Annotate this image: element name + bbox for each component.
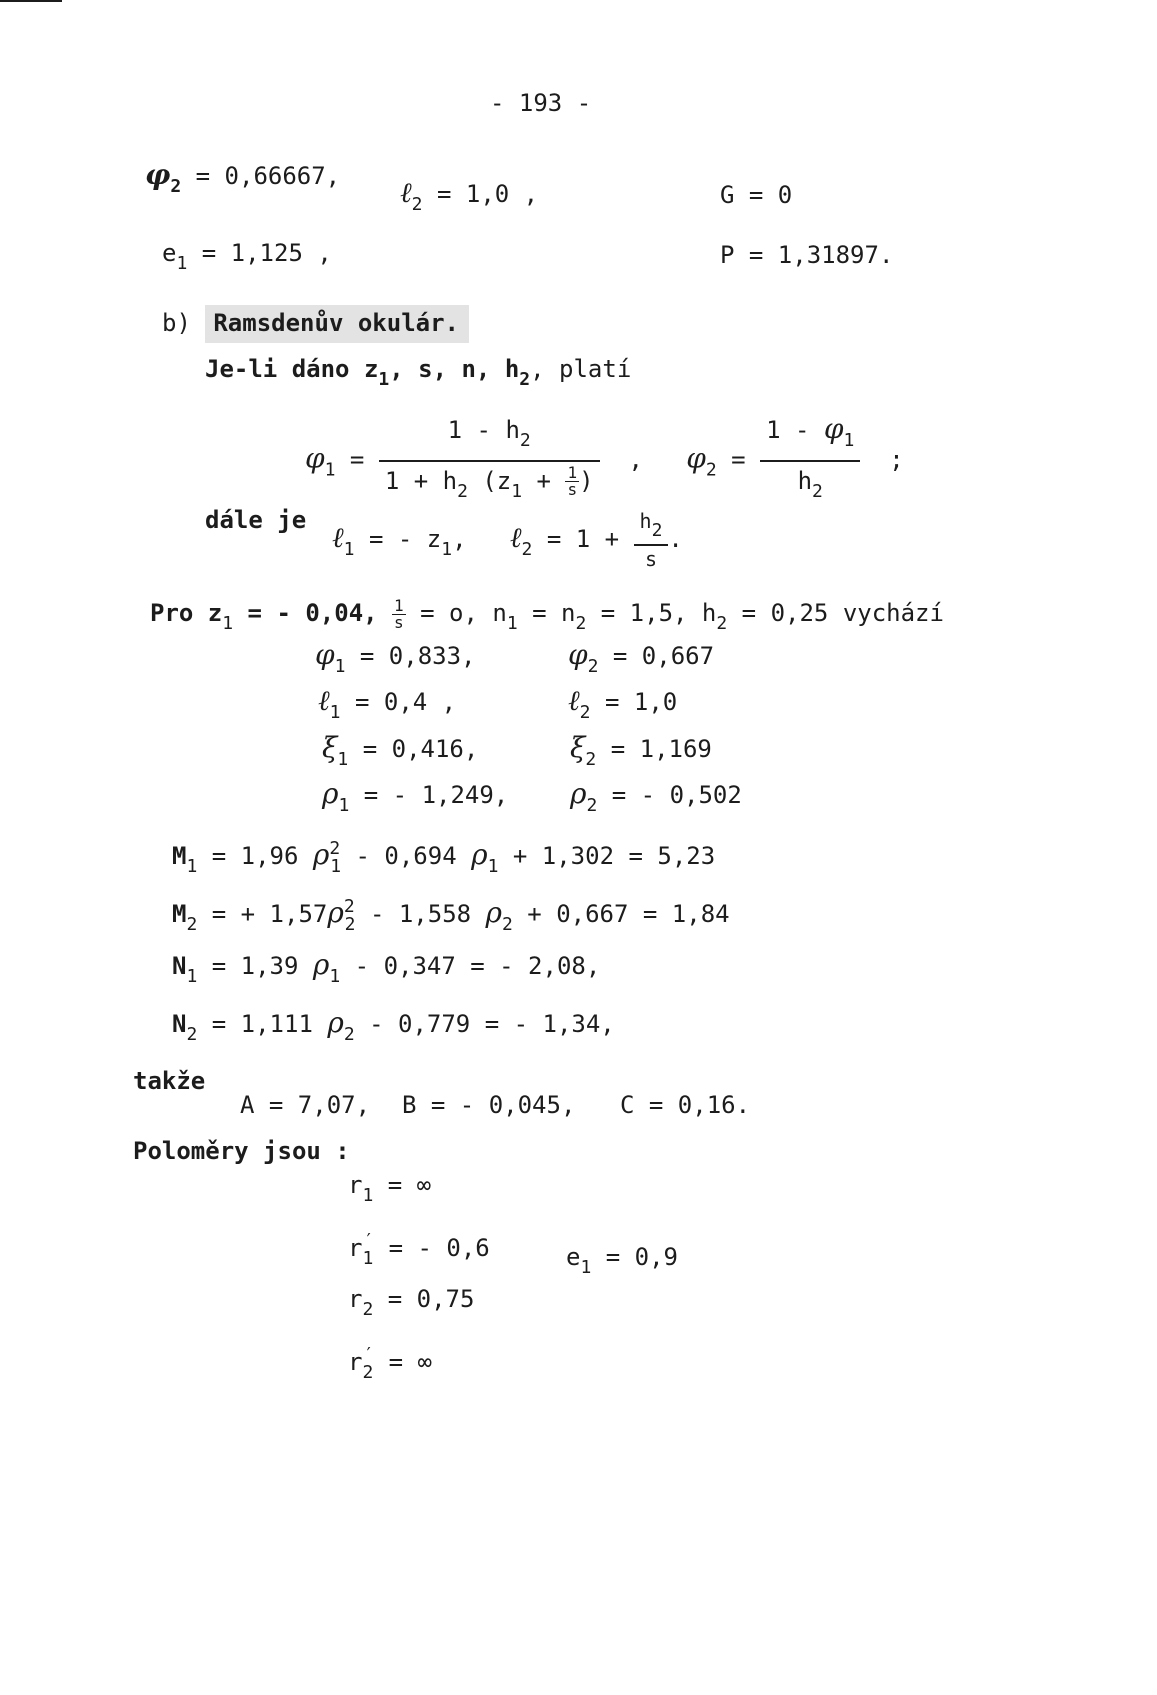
result-text: = 0,416, (362, 735, 479, 763)
one-over-s (565, 465, 579, 498)
subscript: 2 (502, 914, 513, 935)
phi2-text: = 0,66667, (195, 162, 341, 190)
equation-text: + 1,302 = 5,23 (498, 842, 716, 870)
radius-text: = 0,75 (387, 1285, 475, 1313)
given-text: = - 0,04, (233, 599, 393, 627)
denominator-text: + (522, 466, 566, 495)
intro-text: , platí (530, 355, 632, 383)
phi2-fraction (760, 412, 860, 509)
rho1-result (322, 779, 508, 821)
mini-den: s (567, 480, 578, 499)
subscript: 1 (441, 539, 453, 560)
subscript: 1 (843, 430, 855, 451)
xi2-result (570, 733, 712, 775)
phi2-value (145, 160, 340, 202)
m-symbol: M (172, 842, 187, 870)
rho-symbol: ρ (322, 777, 339, 810)
subscript: 1 (337, 749, 349, 770)
subscript: 2 (521, 539, 533, 560)
section-heading (162, 308, 469, 338)
intro-text: , s, n, h (389, 355, 520, 383)
phi-symbol: φ (315, 638, 335, 671)
subscript: 2 (812, 481, 823, 502)
subscript: 2 (457, 480, 468, 502)
fraction-numerator: h2 (634, 510, 669, 546)
corner-rule (0, 0, 62, 2)
subscript: 2 (344, 914, 356, 935)
superscript: 2 (343, 896, 355, 917)
e1-radius-value: $e_1 = 0,9$ (566, 1243, 678, 1278)
subscript: 1 (506, 613, 518, 634)
given-text: = o, n (405, 599, 507, 627)
phi-symbol: φ (686, 441, 706, 475)
fraction-numerator (379, 413, 600, 462)
equation-text: + 0,667 = 1,84 (512, 900, 730, 928)
ell-symbol: ℓ (332, 521, 344, 554)
subscript: 2 (585, 749, 597, 770)
result-text: = - 1,249, (363, 781, 509, 809)
e1-value: $e_1 = 1,125$ , (162, 239, 332, 274)
given-text: = 1,5, h (586, 599, 717, 627)
r1-value: $r_1$ = ∞ (348, 1171, 432, 1206)
n-symbol: N (172, 952, 187, 980)
rho-symbol: ρ (327, 1006, 344, 1039)
subscript: 1 (222, 613, 234, 634)
subscript: 1 (580, 1257, 592, 1278)
phi-symbol: φ (568, 638, 588, 671)
dale-je-label: dále je (205, 506, 307, 534)
denominator-text: h (797, 467, 813, 495)
subscript: 1 (330, 856, 342, 877)
numerator-text: 1 - h (447, 415, 520, 444)
subscript: 2 (575, 613, 587, 634)
ell-formula: ℓ$_1$ = - $z_1$, ℓ$_2$ = 1 + $\frac{h2}{s}$ . (332, 509, 683, 571)
equation-text: - 1,558 (355, 900, 486, 928)
xi-symbol: ξ (322, 731, 338, 764)
subscript: 2 (716, 613, 728, 634)
ell-symbol: ℓ (318, 684, 330, 717)
subscript: 2 (587, 656, 599, 677)
r2-value: $r_2 = 0,75$ (348, 1285, 475, 1320)
l2-text: = 1,0 , (436, 180, 539, 208)
b-value: B = - 0,045, (402, 1091, 576, 1119)
rho-symbol: ρ (312, 948, 330, 981)
l2-value (400, 178, 538, 220)
subscript: 1 (186, 856, 198, 877)
given-text: = 0,25 vychází (727, 599, 944, 627)
rho-symbol: ρ (485, 896, 503, 929)
equation-text: = 1,96 (211, 842, 313, 870)
subscript: 2 (579, 702, 591, 723)
prime-mark: ′ (363, 1230, 375, 1251)
phi-symbol: φ (305, 441, 325, 475)
intro-text: Je-li dáno z (205, 355, 379, 383)
m2-equation (172, 892, 730, 940)
n2-equation (172, 1008, 615, 1050)
prime-mark: ′ (363, 1344, 375, 1365)
given-text: = n (517, 599, 576, 627)
phi2-result (568, 640, 714, 682)
subscript: 2 (586, 795, 598, 816)
result-text: = 0,4 , (354, 688, 457, 716)
equation-text: = + 1,57 (211, 900, 328, 928)
a-value: A = 7,07, (240, 1091, 371, 1119)
equation-text: - 0,694 (341, 842, 472, 870)
subscript: 1 (362, 1248, 374, 1269)
subscript: 1 (343, 539, 355, 560)
result-text: = 1,169 (610, 735, 712, 763)
h2-over-s (634, 510, 669, 570)
subscript: 1 (338, 795, 350, 816)
rho-symbol: ρ (312, 838, 330, 871)
p-value: P = 1,31897. (720, 241, 894, 269)
rho-symbol: ρ (570, 777, 587, 810)
fraction-denominator: $1 + h_2$ ($z_1$ + $\frac{1}{s}$ ) (384, 463, 594, 502)
r1-prime-value: $r_1'$ = - 0,6 (348, 1230, 490, 1269)
subscript: 2 (362, 1362, 374, 1383)
subscript: 1 (324, 459, 336, 481)
equation-text: = 1,39 (211, 952, 313, 980)
result-text: = 0,667 (612, 642, 715, 670)
subscript: 1 (362, 1185, 374, 1206)
ell-symbol: ℓ (568, 684, 580, 717)
rho2-result (570, 779, 742, 821)
subscript: 2 (343, 1024, 355, 1045)
phi-formula: $\varphi_1$ = $1 - h_2$ $1 + h_2$ ($z_1$ + $\frac{1}{s}$ ) , $\varphi_2$ = $\frac{1 - \varphi_1}{h_2}$ ; (305, 412, 904, 509)
subscript: 1 (334, 656, 346, 677)
mini-num: 1 (567, 463, 578, 482)
subscript: 2 (186, 1024, 198, 1045)
subscript: 2 (651, 520, 663, 541)
subscript: 1 (487, 856, 499, 877)
fraction-numerator (760, 412, 860, 462)
ell-symbol: ℓ (509, 521, 522, 554)
subscript: 2 (186, 914, 198, 935)
fraction-denominator (760, 462, 860, 509)
numerator-text: 1 - (766, 416, 824, 444)
ell-symbol: ℓ (400, 176, 412, 209)
subscript: 1 (176, 253, 188, 274)
mini-num: 1 (394, 595, 404, 615)
l1-text: = - z (368, 525, 442, 553)
result-text: = - 0,502 (611, 781, 742, 809)
result-text: = 0,833, (359, 642, 476, 670)
separator: ; (889, 445, 904, 474)
separator: , (628, 445, 643, 474)
phi1-result (315, 640, 476, 682)
subscript: 2 (362, 1299, 374, 1320)
result-text: = 1,0 (604, 688, 678, 716)
takze-label: takže (133, 1067, 206, 1095)
e1-text: = 1,125 , (201, 239, 332, 267)
l1-result (318, 686, 456, 728)
phi1-fraction (379, 413, 600, 509)
radius-text: = ∞ (388, 1348, 432, 1376)
given-line (150, 596, 944, 641)
l2-text: = 1 + (546, 525, 634, 553)
subscript: 2 (411, 194, 423, 215)
n1-equation (172, 950, 600, 992)
n-symbol: N (172, 1010, 187, 1038)
xi1-result (322, 733, 478, 775)
phi-symbol: φ (823, 412, 844, 445)
rho-symbol: ρ (471, 838, 488, 871)
radius-text: = - 0,6 (388, 1234, 490, 1262)
subscript: 1 (186, 966, 198, 987)
superscript: 2 (329, 838, 341, 859)
subscript: 2 (705, 459, 717, 481)
g-value: G = 0 (720, 181, 793, 209)
equation-text: - 0,347 = - 2,08, (340, 952, 601, 980)
section-label: b) (162, 309, 191, 337)
fraction-denominator: s (644, 547, 657, 571)
equation-text: = 1,111 (211, 1010, 328, 1038)
xi-symbol: ξ (570, 731, 586, 764)
c-value: C = 0,16. (620, 1091, 751, 1119)
denominator-text: (z (467, 466, 512, 495)
m1-equation (172, 834, 715, 882)
subscript: 2 (519, 429, 531, 451)
radius-text: = ∞ (387, 1171, 432, 1199)
rho-symbol: ρ (327, 896, 344, 929)
radii-label: Poloměry jsou : (133, 1137, 350, 1165)
page-number: - 193 - (490, 89, 592, 117)
intro-line (205, 354, 631, 395)
m-symbol: M (172, 900, 187, 928)
radius-text: = 0,9 (605, 1243, 678, 1271)
subscript: 1 (378, 369, 390, 390)
phi-symbol: φ (145, 158, 171, 191)
mini-den: s (394, 612, 404, 632)
one-over-s (392, 595, 406, 632)
subscript: 1 (511, 480, 523, 502)
l2-result (568, 686, 677, 728)
subscript: 2 (519, 369, 531, 390)
denominator-text: 1 + h (384, 466, 458, 495)
section-title: Ramsdenův okulár. (205, 305, 469, 343)
r2-prime-value: $r_2'$ = ∞ (348, 1344, 432, 1383)
subscript: 1 (329, 702, 341, 723)
subscript: 1 (329, 966, 341, 987)
equation-text: - 0,779 = - 1,34, (354, 1010, 615, 1038)
given-text: Pro z (150, 599, 223, 627)
subscript: 2 (170, 176, 182, 197)
